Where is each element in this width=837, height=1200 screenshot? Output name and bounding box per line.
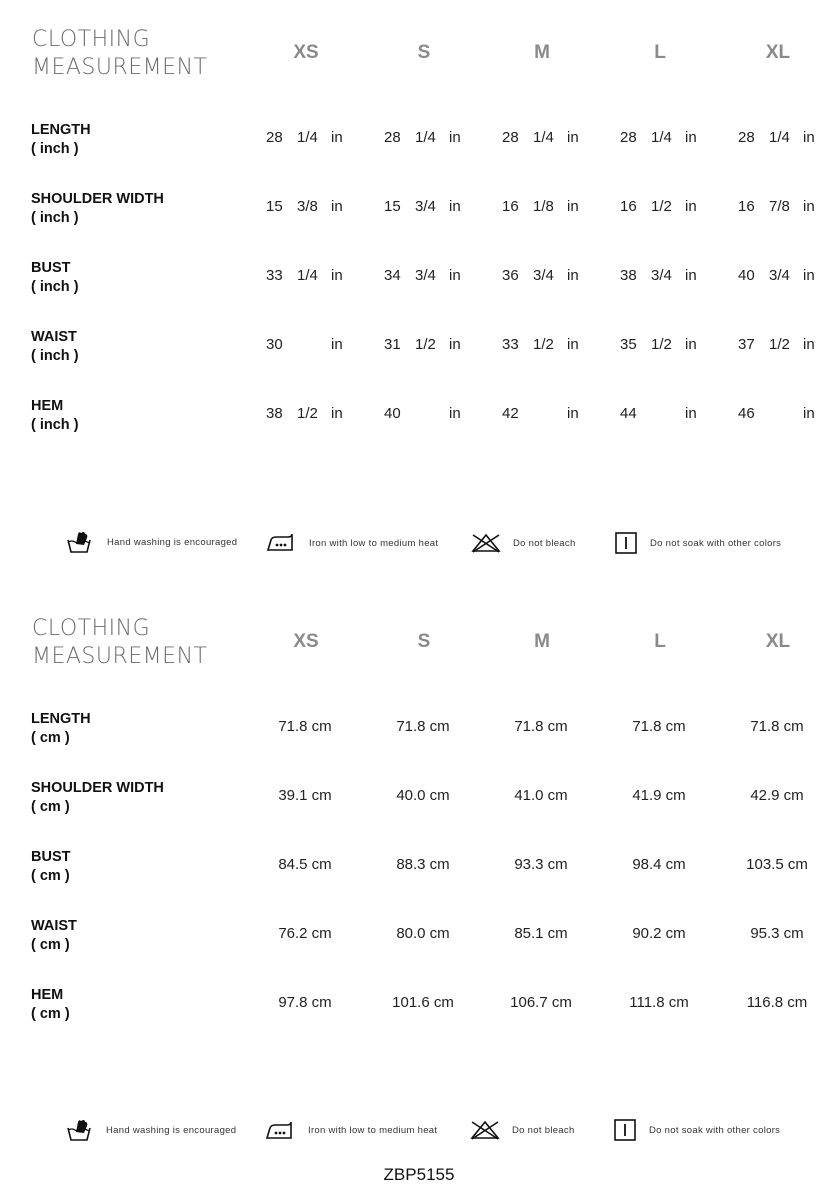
row-name: BUST bbox=[31, 260, 71, 276]
cm-value-cell: 98.4 cm bbox=[632, 856, 686, 873]
no-soak-icon bbox=[614, 1119, 636, 1141]
inch-value-unit: in bbox=[685, 267, 697, 284]
inch-value-fraction: 1/4 bbox=[297, 267, 318, 284]
inch-value-unit: in bbox=[685, 129, 697, 146]
inch-value-unit: in bbox=[449, 198, 461, 215]
inch-value-unit: in bbox=[803, 405, 815, 422]
inch-value-whole: 15 bbox=[384, 198, 401, 215]
inch-value-fraction: 3/4 bbox=[533, 267, 554, 284]
row-unit: ( inch ) bbox=[31, 348, 79, 364]
cm-value-cell: 116.8 cm bbox=[746, 994, 808, 1011]
title-line-2: MEASUREMENT bbox=[32, 644, 208, 669]
row-name: WAIST bbox=[31, 329, 77, 345]
title-line-2: MEASUREMENT bbox=[32, 55, 208, 80]
size-header-l: L bbox=[654, 42, 666, 63]
inch-value-unit: in bbox=[331, 405, 343, 422]
row-label-bust bbox=[31, 848, 70, 886]
row-unit: ( cm ) bbox=[31, 937, 70, 953]
cm-value-cell: 103.5 cm bbox=[746, 856, 808, 873]
care-text-hand-wash: Hand washing is encouraged bbox=[106, 1125, 237, 1136]
hand-wash-icon bbox=[66, 530, 92, 554]
inch-value-unit: in bbox=[567, 267, 579, 284]
inch-value-fraction: 3/4 bbox=[415, 198, 436, 215]
cm-value-cell: 93.3 cm bbox=[514, 856, 568, 873]
cm-value-cell: 88.3 cm bbox=[396, 856, 450, 873]
iron-icon bbox=[266, 532, 296, 552]
no-bleach-icon bbox=[470, 532, 502, 554]
row-name: LENGTH bbox=[31, 711, 91, 727]
cm-value-cell: 41.0 cm bbox=[514, 787, 568, 804]
inch-value-unit: in bbox=[803, 129, 815, 146]
care-text-bleach: Do not bleach bbox=[513, 538, 576, 549]
inch-value-unit: in bbox=[803, 198, 815, 215]
inch-value-whole: 35 bbox=[620, 336, 637, 353]
care-text-iron: Iron with low to medium heat bbox=[309, 538, 439, 549]
cm-value-cell: 101.6 cm bbox=[392, 994, 454, 1011]
inch-value-whole: 28 bbox=[502, 129, 519, 146]
inch-value-whole: 31 bbox=[384, 336, 401, 353]
inch-value-unit: in bbox=[803, 336, 815, 353]
cm-value-cell: 76.2 cm bbox=[278, 925, 332, 942]
inch-value-unit: in bbox=[685, 405, 697, 422]
inch-value-whole: 28 bbox=[266, 129, 283, 146]
care-text-hand-wash: Hand washing is encouraged bbox=[107, 537, 238, 548]
row-unit: ( inch ) bbox=[31, 279, 79, 295]
size-header-xs: XS bbox=[293, 42, 319, 63]
inch-value-whole: 28 bbox=[620, 129, 637, 146]
inch-value-fraction: 1/4 bbox=[651, 129, 672, 146]
inch-value-fraction: 1/2 bbox=[415, 336, 436, 353]
inch-value-whole: 30 bbox=[266, 336, 283, 353]
row-unit: ( cm ) bbox=[31, 868, 70, 884]
cm-value-cell: 71.8 cm bbox=[396, 718, 450, 735]
inch-value-unit: in bbox=[331, 336, 343, 353]
inch-value-whole: 40 bbox=[384, 405, 401, 422]
row-label-hem bbox=[31, 986, 70, 1024]
inch-value-unit: in bbox=[567, 405, 579, 422]
size-header-l: L bbox=[654, 631, 666, 652]
size-header-m: M bbox=[534, 42, 550, 63]
care-text-soak: Do not soak with other colors bbox=[649, 1125, 781, 1136]
row-label-waist bbox=[31, 328, 79, 366]
cm-value-cell: 95.3 cm bbox=[750, 925, 804, 942]
inch-value-fraction: 1/2 bbox=[651, 198, 672, 215]
cm-value-cell: 71.8 cm bbox=[632, 718, 686, 735]
row-label-shoulder-width bbox=[31, 779, 164, 817]
inch-value-whole: 28 bbox=[738, 129, 755, 146]
inch-value-fraction: 1/2 bbox=[651, 336, 672, 353]
cm-value-cell: 80.0 cm bbox=[396, 925, 450, 942]
inch-value-fraction: 1/2 bbox=[769, 336, 790, 353]
row-label-shoulder-width bbox=[31, 190, 164, 228]
no-soak-icon bbox=[615, 532, 637, 554]
row-name: SHOULDER WIDTH bbox=[31, 780, 164, 796]
inch-value-whole: 36 bbox=[502, 267, 519, 284]
size-header-xl: XL bbox=[765, 631, 791, 652]
row-unit: ( inch ) bbox=[31, 210, 79, 226]
cm-value-cell: 39.1 cm bbox=[278, 787, 332, 804]
inch-value-fraction: 1/4 bbox=[533, 129, 554, 146]
inch-value-unit: in bbox=[331, 129, 343, 146]
no-bleach-icon bbox=[469, 1119, 501, 1141]
row-unit: ( cm ) bbox=[31, 1006, 70, 1022]
inch-value-whole: 16 bbox=[620, 198, 637, 215]
cm-value-cell: 90.2 cm bbox=[632, 925, 686, 942]
inch-value-fraction: 3/8 bbox=[297, 198, 318, 215]
inch-value-whole: 34 bbox=[384, 267, 401, 284]
row-name: SHOULDER WIDTH bbox=[31, 191, 164, 207]
inch-value-fraction: 3/4 bbox=[415, 267, 436, 284]
row-unit: ( inch ) bbox=[31, 141, 79, 157]
row-name: BUST bbox=[31, 849, 71, 865]
row-label-bust bbox=[31, 259, 79, 297]
title-line-1: CLOTHING bbox=[32, 27, 151, 52]
inch-value-fraction: 1/2 bbox=[533, 336, 554, 353]
row-unit: ( inch ) bbox=[31, 417, 79, 433]
row-label-waist bbox=[31, 917, 77, 955]
inch-value-whole: 38 bbox=[620, 267, 637, 284]
cm-value-cell: 71.8 cm bbox=[278, 718, 332, 735]
inch-value-whole: 16 bbox=[738, 198, 755, 215]
row-unit: ( cm ) bbox=[31, 799, 70, 815]
title-line-1: CLOTHING bbox=[32, 616, 151, 641]
inch-value-unit: in bbox=[449, 405, 461, 422]
size-header-s: S bbox=[417, 631, 431, 652]
cm-value-cell: 42.9 cm bbox=[750, 787, 804, 804]
inch-value-fraction: 1/8 bbox=[533, 198, 554, 215]
row-unit: ( cm ) bbox=[31, 730, 70, 746]
row-name: LENGTH bbox=[31, 122, 91, 138]
inch-value-unit: in bbox=[449, 336, 461, 353]
size-header-s: S bbox=[417, 42, 431, 63]
inch-value-fraction: 1/2 bbox=[297, 405, 318, 422]
inch-value-fraction: 1/4 bbox=[297, 129, 318, 146]
inch-value-unit: in bbox=[685, 198, 697, 215]
inch-value-unit: in bbox=[449, 267, 461, 284]
inch-value-unit: in bbox=[331, 198, 343, 215]
inch-value-unit: in bbox=[331, 267, 343, 284]
size-header-m: M bbox=[534, 631, 550, 652]
cm-value-cell: 71.8 cm bbox=[514, 718, 568, 735]
inch-value-unit: in bbox=[685, 336, 697, 353]
care-text-iron: Iron with low to medium heat bbox=[308, 1125, 438, 1136]
inch-value-fraction: 1/4 bbox=[769, 129, 790, 146]
inch-value-whole: 44 bbox=[620, 405, 637, 422]
row-label-length bbox=[31, 121, 91, 159]
inch-value-whole: 37 bbox=[738, 336, 755, 353]
care-text-bleach: Do not bleach bbox=[512, 1125, 575, 1136]
inch-value-unit: in bbox=[567, 336, 579, 353]
size-header-xl: XL bbox=[765, 42, 791, 63]
inch-value-unit: in bbox=[449, 129, 461, 146]
care-text-soak: Do not soak with other colors bbox=[650, 538, 782, 549]
cm-value-cell: 40.0 cm bbox=[396, 787, 450, 804]
product-code: ZBP5155 bbox=[383, 1165, 455, 1184]
inch-value-unit: in bbox=[567, 198, 579, 215]
hand-wash-icon bbox=[66, 1118, 92, 1142]
inch-value-whole: 16 bbox=[502, 198, 519, 215]
row-label-length bbox=[31, 710, 91, 748]
row-name: HEM bbox=[31, 398, 64, 414]
cm-value-cell: 106.7 cm bbox=[510, 994, 572, 1011]
inch-value-whole: 40 bbox=[738, 267, 755, 284]
cm-value-cell: 71.8 cm bbox=[750, 718, 804, 735]
inch-value-unit: in bbox=[567, 129, 579, 146]
row-name: HEM bbox=[31, 987, 64, 1003]
cm-value-cell: 41.9 cm bbox=[632, 787, 686, 804]
cm-value-cell: 85.1 cm bbox=[514, 925, 568, 942]
inch-value-fraction: 7/8 bbox=[769, 198, 790, 215]
cm-value-cell: 111.8 cm bbox=[629, 994, 689, 1011]
inch-value-whole: 33 bbox=[502, 336, 519, 353]
row-name: WAIST bbox=[31, 918, 77, 934]
inch-value-whole: 42 bbox=[502, 405, 519, 422]
inch-value-whole: 15 bbox=[266, 198, 283, 215]
inch-value-whole: 38 bbox=[266, 405, 283, 422]
inch-value-unit: in bbox=[803, 267, 815, 284]
size-header-xs: XS bbox=[293, 631, 319, 652]
inch-value-whole: 28 bbox=[384, 129, 401, 146]
inch-value-whole: 33 bbox=[266, 267, 283, 284]
cm-value-cell: 84.5 cm bbox=[278, 856, 332, 873]
inch-value-fraction: 3/4 bbox=[651, 267, 672, 284]
cm-section-title bbox=[32, 615, 207, 671]
iron-icon bbox=[265, 1120, 295, 1140]
inch-value-fraction: 3/4 bbox=[769, 267, 790, 284]
cm-value-cell: 97.8 cm bbox=[278, 994, 332, 1011]
row-label-hem bbox=[31, 397, 79, 435]
inch-section-title bbox=[32, 26, 207, 82]
inch-value-whole: 46 bbox=[738, 405, 755, 422]
inch-value-fraction: 1/4 bbox=[415, 129, 436, 146]
